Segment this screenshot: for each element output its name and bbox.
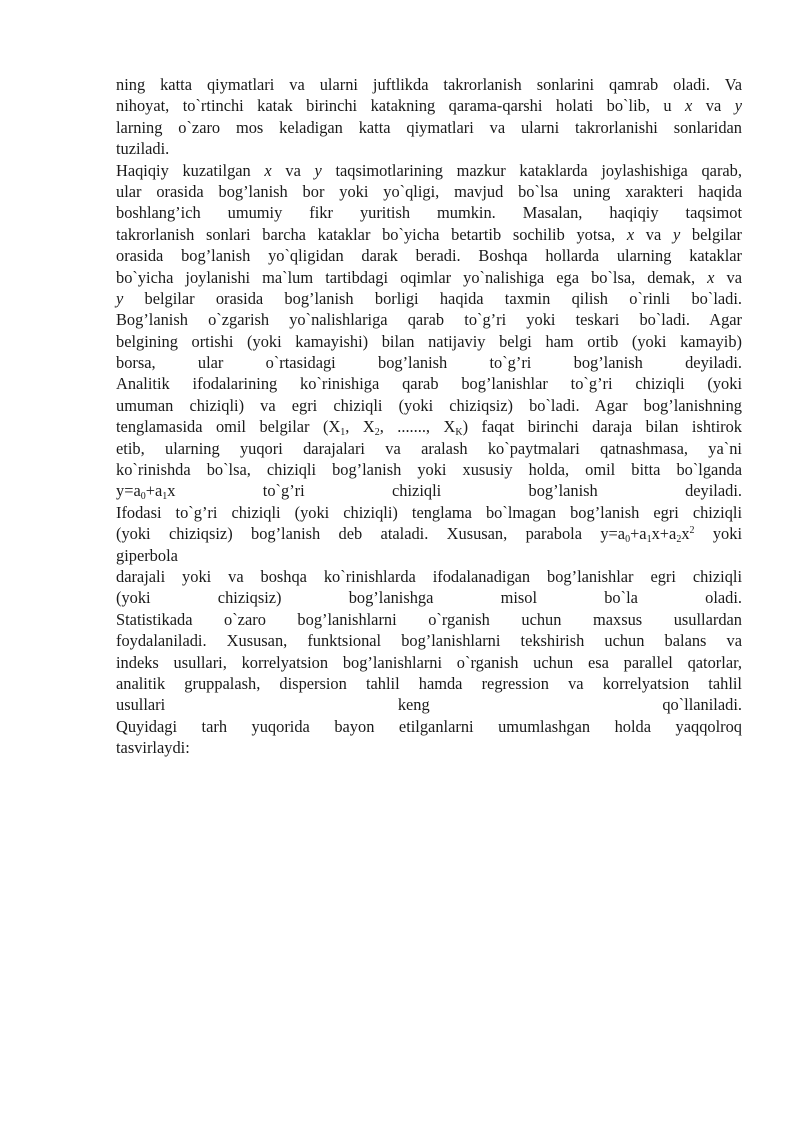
body-text: [116, 74, 742, 759]
text-line: ning katta qiymatlari va ularni juftlikda takrorlanish sonlarini qamrab oladi. Va: [116, 75, 742, 94]
text-line: Analitik ifodalarining ko`rinishiga qarab bog’lanishlar to`g’ri chiziqli (yoki: [116, 374, 742, 394]
text-line: tuziladi.: [116, 139, 170, 159]
text-line: darajali yoki va boshqa ko`rinishlarda ifodalanadigan bog’lanishlar egri chiziqli: [116, 566, 742, 586]
text-line: larning o`zaro mos keladigan katta qiymatlari va ularni takrorlanishi sonlaridan: [116, 117, 742, 137]
text-line: nihoyat, to`rtinchi katak birinchi katakning qarama-qarshi holati bo`lib, u x va y: [116, 96, 742, 116]
text-line: borsa, ular o`rtasidagi bog’lanish to`g’ri bog’lanish deyiladi.: [116, 353, 742, 373]
text-line: Ifodasi to`g’ri chiziqli (yoki chiziqli) tenglama bo`lmagan bog’lanish egri chiziqli: [116, 502, 742, 522]
text-line: $y=a_0+a_1x$ to`g’ri chiziqli bog’lanish deyiladi.: [116, 481, 742, 503]
text-line: umuman chiziqli) va egri chiziqli (yoki chiziqsiz) bo`ladi. Agar bog’lanishning: [116, 395, 742, 415]
text-line: orasida bog’lanish yo`qligidan darak beradi. Boshqa hollarda ularning kataklar: [116, 246, 742, 266]
text-line: usullari keng qo`llaniladi.: [116, 695, 742, 715]
text-line: ular orasida bog’lanish bor yoki yo`qligi, mavjud bo`lsa uning xarakteri haqida: [116, 181, 742, 201]
text-line: (yoki chiziqsiz) bog’lanish deb ataladi. Xususan, parabola $y=a_0+a_1x+a_2x^2$ yoki: [116, 524, 742, 546]
text-line: Bog’lanish o`zgarish yo`nalishlariga qarab to`g’ri yoki teskari bo`ladi. Agar: [116, 310, 742, 330]
text-line: foydalaniladi. Xususan, funktsional bog’lanishlarni tekshirish uchun balans va: [116, 631, 742, 651]
document-page: [116, 74, 742, 759]
text-line: boshlang’ich umumiy fikr yuritish mumkin. Masalan, haqiqiy taqsimot: [116, 203, 742, 223]
text-line: y belgilar orasida bog’lanish borligi haqida taxmin qilish o`rinli bo`ladi.: [116, 288, 742, 308]
text-line: giperbola: [116, 545, 178, 565]
text-line: belgining ortishi (yoki kamayishi) bilan natijaviy belgi ham ortib (yoki kamayib): [116, 331, 742, 351]
text-line: (yoki chiziqsiz) bog’lanishga misol bo`la oladi.: [116, 588, 742, 608]
text-line: Statistikada o`zaro bog’lanishlarni o`rganish uchun maxsus usullardan: [116, 609, 742, 629]
text-line: Quyidagi tarh yuqorida bayon etilganlarni umumlashgan holda yaqqolroq: [116, 716, 742, 736]
text-line: Haqiqiy kuzatilgan x va y taqsimotlarining mazkur kataklarda joylashishiga qarab,: [116, 160, 742, 180]
text-line: analitik gruppalash, dispersion tahlil hamda regression va korrelyatsion tahlil: [116, 673, 742, 693]
text-line: tenglamasida omil belgilar ($X_1$, $X_2$, ......., $X_K$) faqat birinchi daraja bilan ishtirok: [116, 417, 742, 439]
text-line: bo`yicha joylanishi ma`lum tartibdagi oqimlar yo`nalishiga ega bo`lsa, demak, x va: [116, 267, 742, 287]
text-line: ko`rinishda bo`lsa, chiziqli bog’lanish yoki xususiy holda, omil bitta bo`lganda: [116, 460, 742, 480]
text-line: etib, ularning yuqori darajalari va aralash ko`paytmalari qatnashmasa, ya`ni: [116, 438, 742, 458]
text-line: tasvirlaydi:: [116, 738, 190, 758]
text-line: takrorlanish sonlari barcha kataklar bo`yicha betartib sochilib yotsa, x va y belgilar: [116, 224, 742, 244]
text-line: indeks usullari, korrelyatsion bog’lanishlarni o`rganish uchun esa parallel qatorlar,: [116, 652, 742, 672]
